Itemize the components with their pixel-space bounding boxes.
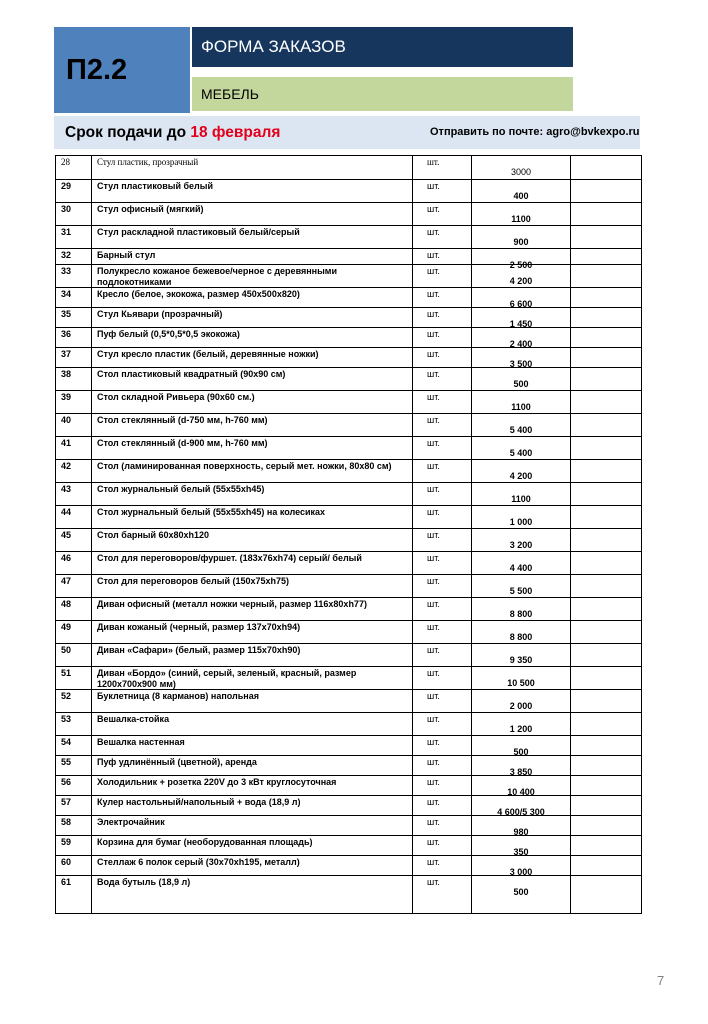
item-number: 32 bbox=[56, 249, 92, 264]
item-price: 500 bbox=[472, 876, 571, 913]
table-row bbox=[56, 736, 641, 756]
table-row bbox=[56, 437, 641, 460]
quantity-cell[interactable] bbox=[571, 368, 641, 390]
item-name: Электрочайник bbox=[92, 816, 413, 835]
item-price: 4 600/5 300 bbox=[472, 796, 571, 815]
table-row bbox=[56, 203, 641, 226]
item-price: 5 400 bbox=[472, 437, 571, 459]
item-number: 39 bbox=[56, 391, 92, 413]
item-number: 47 bbox=[56, 575, 92, 597]
item-price: 2 400 bbox=[472, 328, 571, 347]
item-price: 4 200 bbox=[472, 265, 571, 287]
item-unit: шт. bbox=[413, 348, 472, 367]
quantity-cell[interactable] bbox=[571, 776, 641, 795]
table-row bbox=[56, 713, 641, 736]
item-number: 36 bbox=[56, 328, 92, 347]
table-row bbox=[56, 644, 641, 667]
item-name: Буклетница (8 карманов) напольная bbox=[92, 690, 413, 712]
item-price: 3 500 bbox=[472, 348, 571, 367]
item-price: 500 bbox=[472, 736, 571, 755]
table-row bbox=[56, 249, 641, 270]
item-name: Стул Кьявари (прозрачный) bbox=[92, 308, 413, 327]
item-number: 40 bbox=[56, 414, 92, 436]
item-unit: шт. bbox=[413, 667, 472, 689]
item-price: 1100 bbox=[472, 483, 571, 505]
item-price: 900 bbox=[472, 226, 571, 248]
item-price: 5 400 bbox=[472, 414, 571, 436]
item-unit: шт. bbox=[413, 156, 472, 179]
item-unit: шт. bbox=[413, 265, 472, 287]
table-row bbox=[56, 756, 641, 776]
item-name: Барный стул bbox=[92, 249, 413, 264]
item-number: 38 bbox=[56, 368, 92, 390]
item-name: Стол пластиковый квадратный (90х90 см) bbox=[92, 368, 413, 390]
item-number: 30 bbox=[56, 203, 92, 225]
item-name: Стол барный 60х80хh120 bbox=[92, 529, 413, 551]
item-unit: шт. bbox=[413, 598, 472, 620]
table-row bbox=[56, 288, 641, 308]
quantity-cell[interactable] bbox=[571, 156, 641, 179]
quantity-cell[interactable] bbox=[571, 816, 641, 835]
item-price: 10 400 bbox=[472, 776, 571, 795]
deadline-date: 18 февраля bbox=[190, 124, 281, 141]
item-price: 5 500 bbox=[472, 575, 571, 597]
table-row bbox=[56, 598, 641, 621]
quantity-cell[interactable] bbox=[571, 483, 641, 505]
item-price: 1100 bbox=[472, 203, 571, 225]
item-name: Полукресло кожаное бежевое/черное с деревянными подлокотниками bbox=[92, 265, 413, 287]
quantity-cell[interactable] bbox=[571, 713, 641, 735]
item-unit: шт. bbox=[413, 816, 472, 835]
item-number: 54 bbox=[56, 736, 92, 755]
quantity-cell[interactable] bbox=[571, 856, 641, 875]
item-name: Вешалка-стойка bbox=[92, 713, 413, 735]
item-name: Диван офисный (металл ножки черный, размер 116х80хh77) bbox=[92, 598, 413, 620]
order-table bbox=[55, 155, 642, 914]
quantity-cell[interactable] bbox=[571, 437, 641, 459]
quantity-cell[interactable] bbox=[571, 876, 641, 913]
quantity-cell[interactable] bbox=[571, 348, 641, 367]
item-price: 980 bbox=[472, 816, 571, 835]
item-unit: шт. bbox=[413, 249, 472, 264]
item-unit: шт. bbox=[413, 368, 472, 390]
table-row bbox=[56, 391, 641, 414]
quantity-cell[interactable] bbox=[571, 529, 641, 551]
item-unit: шт. bbox=[413, 713, 472, 735]
item-price: 3 850 bbox=[472, 756, 571, 775]
item-name: Пуф удлинённый (цветной), аренда bbox=[92, 756, 413, 775]
item-price: 1 200 bbox=[472, 713, 571, 735]
item-number: 33 bbox=[56, 265, 92, 287]
item-name: Стул пластик, прозрачный bbox=[92, 156, 413, 179]
item-name: Стол стеклянный (d-750 мм, h-760 мм) bbox=[92, 414, 413, 436]
item-unit: шт. bbox=[413, 437, 472, 459]
table-row bbox=[56, 348, 641, 368]
item-name: Стул пластиковый белый bbox=[92, 180, 413, 202]
table-row bbox=[56, 552, 641, 575]
item-unit: шт. bbox=[413, 836, 472, 855]
item-name: Корзина для бумаг (необорудованная площадь) bbox=[92, 836, 413, 855]
table-row bbox=[56, 460, 641, 483]
item-name: Диван кожаный (черный, размер 137х70хh94) bbox=[92, 621, 413, 643]
item-price: 1100 bbox=[472, 391, 571, 413]
quantity-cell[interactable] bbox=[571, 644, 641, 666]
item-unit: шт. bbox=[413, 529, 472, 551]
table-row bbox=[56, 156, 641, 180]
item-number: 45 bbox=[56, 529, 92, 551]
item-number: 58 bbox=[56, 816, 92, 835]
table-row bbox=[56, 836, 641, 856]
item-name: Пуф белый (0,5*0,5*0,5 экокожа) bbox=[92, 328, 413, 347]
item-price: 3 000 bbox=[472, 856, 571, 875]
item-price: 350 bbox=[472, 836, 571, 855]
quantity-cell[interactable] bbox=[571, 414, 641, 436]
item-unit: шт. bbox=[413, 856, 472, 875]
item-number: 37 bbox=[56, 348, 92, 367]
item-name: Кулер настольный/напольный + вода (18,9 л) bbox=[92, 796, 413, 815]
table-row bbox=[56, 690, 641, 713]
item-number: 57 bbox=[56, 796, 92, 815]
item-number: 35 bbox=[56, 308, 92, 327]
item-number: 41 bbox=[56, 437, 92, 459]
item-number: 44 bbox=[56, 506, 92, 528]
item-price: 2 000 bbox=[472, 690, 571, 712]
table-row bbox=[56, 621, 641, 644]
table-row bbox=[56, 575, 641, 598]
item-name: Стол журнальный белый (55х55хh45) bbox=[92, 483, 413, 505]
item-name: Стол стеклянный (d-900 мм, h-760 мм) bbox=[92, 437, 413, 459]
item-unit: шт. bbox=[413, 180, 472, 202]
item-unit: шт. bbox=[413, 391, 472, 413]
table-row bbox=[56, 667, 641, 690]
quantity-cell[interactable] bbox=[571, 796, 641, 815]
item-price: 9 350 bbox=[472, 644, 571, 666]
item-number: 49 bbox=[56, 621, 92, 643]
item-price: 6 600 bbox=[472, 288, 571, 307]
form-title: ФОРМА ЗАКАЗОВ bbox=[192, 27, 573, 67]
item-unit: шт. bbox=[413, 288, 472, 307]
item-unit: шт. bbox=[413, 203, 472, 225]
table-row bbox=[56, 876, 641, 914]
item-price: 3 200 bbox=[472, 529, 571, 551]
quantity-cell[interactable] bbox=[571, 328, 641, 347]
quantity-cell[interactable] bbox=[571, 308, 641, 327]
item-number: 55 bbox=[56, 756, 92, 775]
table-row bbox=[56, 483, 641, 506]
item-name: Вешалка настенная bbox=[92, 736, 413, 755]
item-price: 2 500 bbox=[472, 249, 571, 264]
quantity-cell[interactable] bbox=[571, 180, 641, 202]
item-name: Стул кресло пластик (белый, деревянные ножки) bbox=[92, 348, 413, 367]
item-unit: шт. bbox=[413, 460, 472, 482]
item-number: 29 bbox=[56, 180, 92, 202]
item-name: Кресло (белое, экокожа, размер 450х500х820) bbox=[92, 288, 413, 307]
table-row bbox=[56, 506, 641, 529]
item-price: 3000 bbox=[472, 156, 571, 179]
item-unit: шт. bbox=[413, 690, 472, 712]
table-row bbox=[56, 368, 641, 391]
item-name: Стол (ламинированная поверхность, серый мет. ножки, 80х80 см) bbox=[92, 460, 413, 482]
quantity-cell[interactable] bbox=[571, 756, 641, 775]
deadline-bar bbox=[54, 116, 640, 149]
item-price: 1 000 bbox=[472, 506, 571, 528]
table-row bbox=[56, 816, 641, 836]
item-unit: шт. bbox=[413, 552, 472, 574]
item-number: 52 bbox=[56, 690, 92, 712]
item-name: Холодильник + розетка 220V до 3 кВт круглосуточная bbox=[92, 776, 413, 795]
quantity-cell[interactable] bbox=[571, 690, 641, 712]
item-number: 28 bbox=[56, 156, 92, 179]
table-row bbox=[56, 796, 641, 816]
item-price: 8 800 bbox=[472, 621, 571, 643]
table-row bbox=[56, 226, 641, 249]
item-name: Стол журнальный белый (55х55хh45) на колесиках bbox=[92, 506, 413, 528]
quantity-cell[interactable] bbox=[571, 203, 641, 225]
item-unit: шт. bbox=[413, 414, 472, 436]
item-unit: шт. bbox=[413, 621, 472, 643]
item-unit: шт. bbox=[413, 756, 472, 775]
item-unit: шт. bbox=[413, 736, 472, 755]
item-name: Стеллаж 6 полок серый (30х70хh195, металл) bbox=[92, 856, 413, 875]
table-row bbox=[56, 414, 641, 437]
quantity-cell[interactable] bbox=[571, 667, 641, 689]
item-price: 8 800 bbox=[472, 598, 571, 620]
item-number: 46 bbox=[56, 552, 92, 574]
item-price: 400 bbox=[472, 180, 571, 202]
table-row bbox=[56, 308, 641, 328]
table-row bbox=[56, 529, 641, 552]
item-name: Вода бутыль (18,9 л) bbox=[92, 876, 413, 913]
quantity-cell[interactable] bbox=[571, 249, 641, 264]
item-name: Стул офисный (мягкий) bbox=[92, 203, 413, 225]
item-unit: шт. bbox=[413, 226, 472, 248]
item-name: Диван «Сафари» (белый, размер 115х70хh90) bbox=[92, 644, 413, 666]
page-number: 7 bbox=[657, 973, 665, 988]
table-row bbox=[56, 180, 641, 203]
quantity-cell[interactable] bbox=[571, 621, 641, 643]
item-name: Стол для переговоров белый (150х75хh75) bbox=[92, 575, 413, 597]
table-row bbox=[56, 776, 641, 796]
item-number: 31 bbox=[56, 226, 92, 248]
item-unit: шт. bbox=[413, 483, 472, 505]
item-name: Стол складной Ривьера (90х60 см.) bbox=[92, 391, 413, 413]
table-row bbox=[56, 856, 641, 876]
item-name: Диван «Бордо» (синий, серый, зеленый, красный, размер 1200х700х900 мм) bbox=[92, 667, 413, 689]
item-number: 42 bbox=[56, 460, 92, 482]
item-number: 61 bbox=[56, 876, 92, 913]
deadline-text bbox=[65, 124, 280, 142]
item-number: 34 bbox=[56, 288, 92, 307]
item-price: 1 450 bbox=[472, 308, 571, 327]
quantity-cell[interactable] bbox=[571, 226, 641, 248]
item-unit: шт. bbox=[413, 328, 472, 347]
quantity-cell[interactable] bbox=[571, 736, 641, 755]
item-number: 56 bbox=[56, 776, 92, 795]
item-unit: шт. bbox=[413, 308, 472, 327]
quantity-cell[interactable] bbox=[571, 598, 641, 620]
item-number: 60 bbox=[56, 856, 92, 875]
quantity-cell[interactable] bbox=[571, 836, 641, 855]
item-number: 48 bbox=[56, 598, 92, 620]
item-number: 51 bbox=[56, 667, 92, 689]
item-price: 10 500 bbox=[472, 667, 571, 689]
item-unit: шт. bbox=[413, 644, 472, 666]
table-row bbox=[56, 265, 641, 288]
item-price: 4 200 bbox=[472, 460, 571, 482]
item-unit: шт. bbox=[413, 776, 472, 795]
item-price: 500 bbox=[472, 368, 571, 390]
category-title: МЕБЕЛЬ bbox=[192, 77, 573, 111]
deadline-prefix: Срок подачи до bbox=[65, 124, 191, 141]
quantity-cell[interactable] bbox=[571, 391, 641, 413]
section-code: П2.2 bbox=[54, 27, 190, 113]
email-note: Отправить по почте: agro@bvkexpo.ru bbox=[430, 126, 640, 138]
item-unit: шт. bbox=[413, 876, 472, 913]
item-name: Стул раскладной пластиковый белый/серый bbox=[92, 226, 413, 248]
item-name: Стол для переговоров/фуршет. (183х76хh74) серый/ белый bbox=[92, 552, 413, 574]
quantity-cell[interactable] bbox=[571, 506, 641, 528]
item-unit: шт. bbox=[413, 796, 472, 815]
item-number: 50 bbox=[56, 644, 92, 666]
item-price: 4 400 bbox=[472, 552, 571, 574]
quantity-cell[interactable] bbox=[571, 460, 641, 482]
table-row bbox=[56, 328, 641, 348]
quantity-cell[interactable] bbox=[571, 552, 641, 574]
quantity-cell[interactable] bbox=[571, 288, 641, 307]
item-number: 59 bbox=[56, 836, 92, 855]
item-number: 53 bbox=[56, 713, 92, 735]
quantity-cell[interactable] bbox=[571, 265, 641, 287]
item-number: 43 bbox=[56, 483, 92, 505]
quantity-cell[interactable] bbox=[571, 575, 641, 597]
item-unit: шт. bbox=[413, 575, 472, 597]
item-unit: шт. bbox=[413, 506, 472, 528]
